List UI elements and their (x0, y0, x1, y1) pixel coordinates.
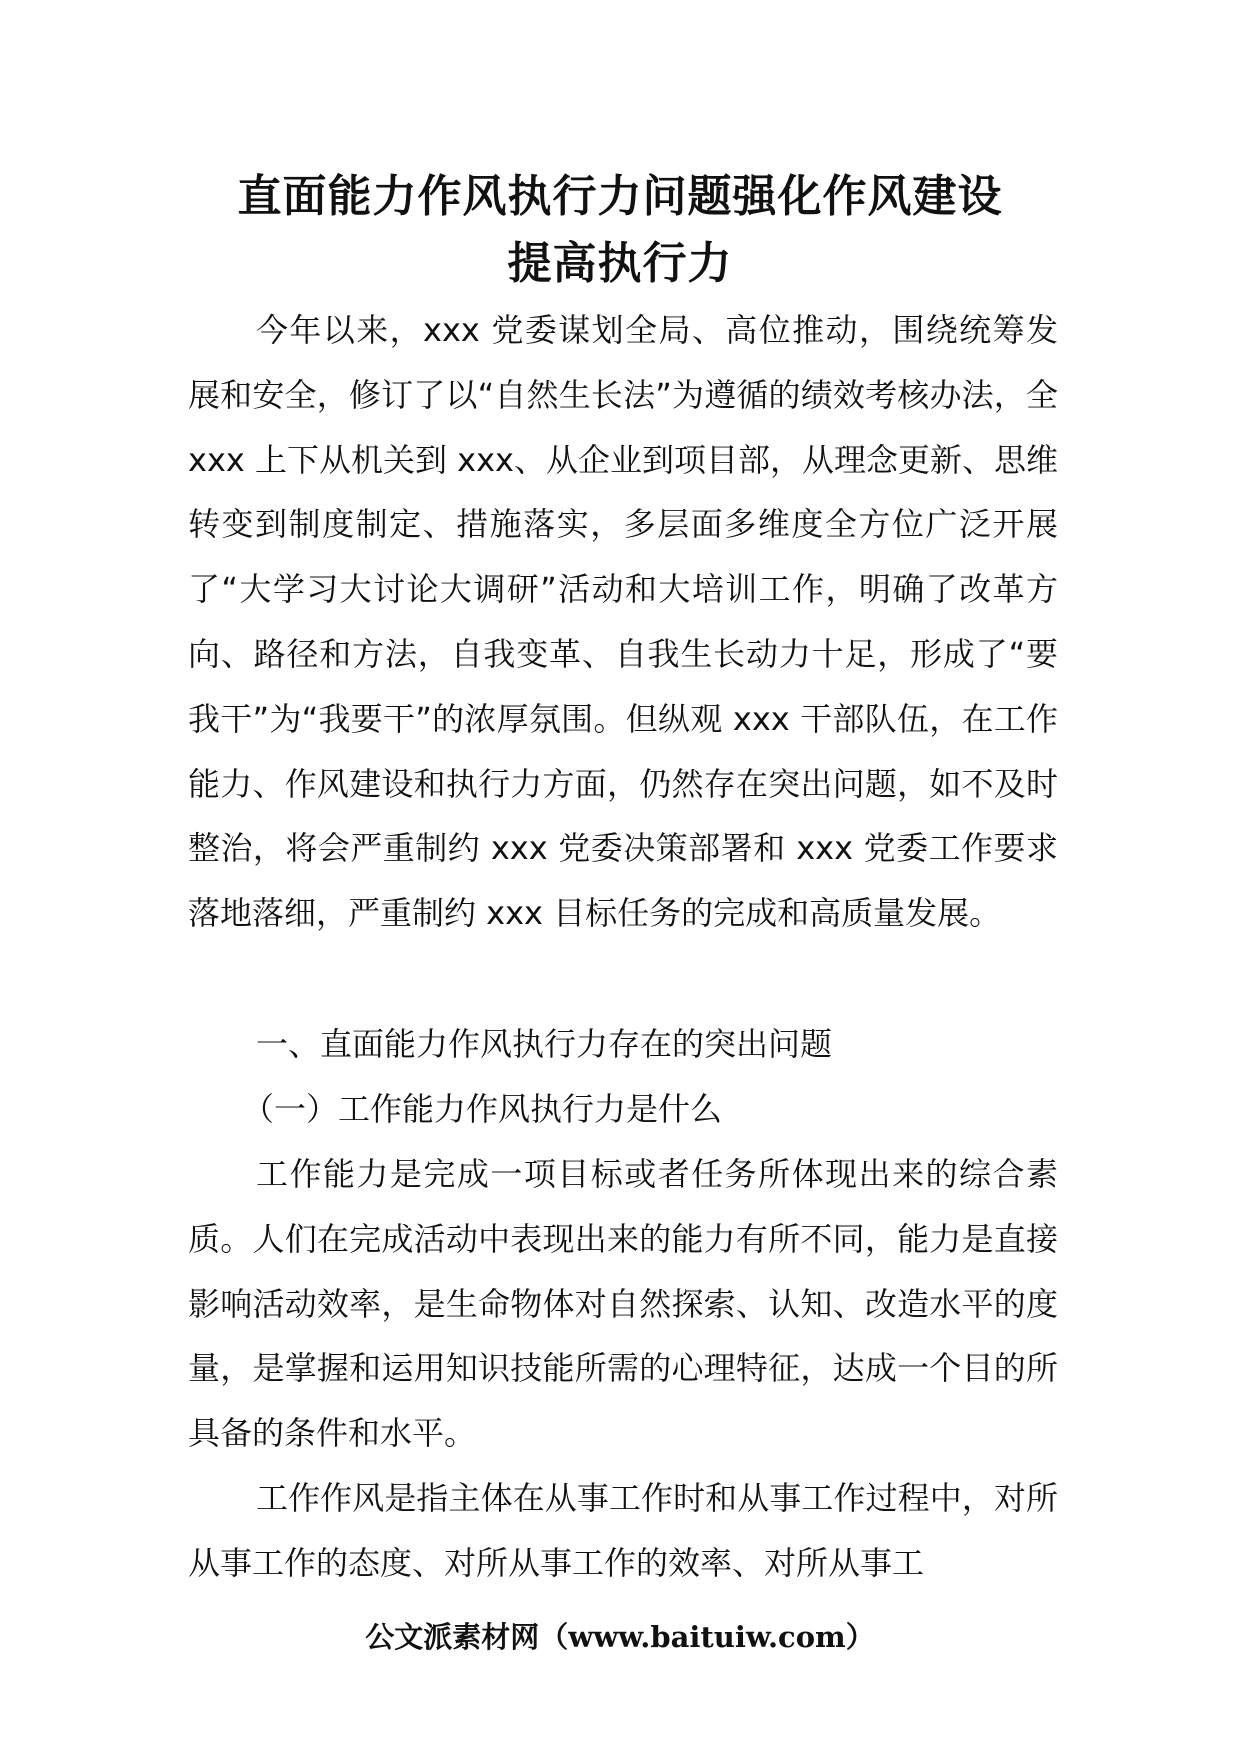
body-paragraph-1: 今年以来，xxx 党委谋划全局、高位推动，围绕统筹发展和安全，修订了以“自然生长法”为遵循的绩效考核办法，全 xxx 上下从机关到 xxx、从企业到项目部，从理念更新、思维转变到制度制定、措施落实，多层面多维度全方位广泛开展了“大学习大讨论大调研”活动和大培训工作，明确了改革方向、路径和方法，自我变革、自我生长动力十足，形成了“要我干”为“我要干”的浓厚氛围。但纵观 xxx 干部队伍，在工作能力、作风建设和执行力方面，仍然存在突出问题，如不及时整治，将会严重制约 xxx 党委决策部署和 xxx 党委工作要求落地落细，严重制约 xxx 目标任务的完成和高质量发展。 (188, 311, 1058, 933)
body-paragraph-2: 工作能力是完成一项目标或者任务所体现出来的综合素质。人们在完成活动中表现出来的能力有所不同，能力是直接影响活动效率，是生命物体对自然探索、认知、改造水平的度量，是掌握和运用知识技能所需的心理特征，达成一个目的所具备的条件和水平。 (188, 1155, 1058, 1453)
subsection-heading-1: （一）工作能力作风执行力是什么 (242, 1090, 723, 1128)
body-paragraph-3: 工作作风是指主体在从事工作时和从事工作过程中，对所从事工作的态度、对所从事工作的效率、对所从事工 (188, 1479, 1058, 1582)
footer-watermark: 公文派素材网（www.baituiw.com） (365, 1620, 875, 1654)
document-title-line-1: 直面能力作风执行力问题强化作风建设 (237, 171, 1003, 222)
section-heading-1: 一、直面能力作风执行力存在的突出问题 (256, 1025, 833, 1063)
document-title-line-2: 提高执行力 (507, 238, 733, 289)
